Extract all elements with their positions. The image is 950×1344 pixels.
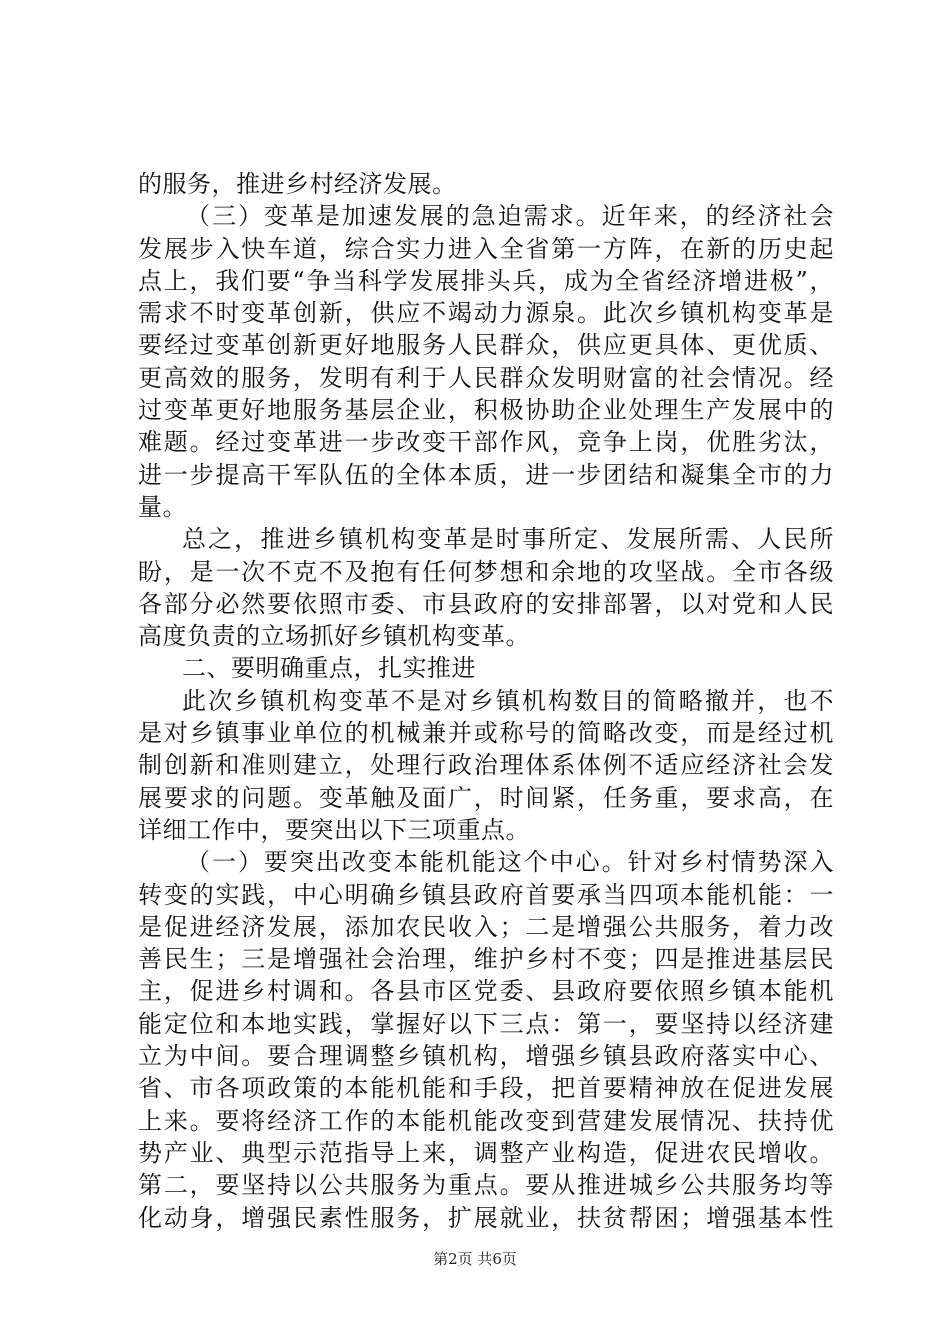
- text-line: 能定位和本地实践，掌握好以下三点：第一，要坚持以经济建: [138, 1009, 834, 1038]
- text-line: （一）要突出改变本能机能这个中心。针对乡村情势深入: [186, 848, 834, 877]
- text-line: 势产业、典型示范指导上来，调整产业构造，促进农民增收。: [138, 1138, 834, 1167]
- text-line: 高度负责的立场抓好乡镇机构变革。: [138, 622, 530, 651]
- text-line: 化动身，增强民素性服务，扩展就业，扶贫帮困；增强基本性: [138, 1203, 834, 1232]
- text-line: 善民生；三是增强社会治理，维护乡村不变；四是推进基层民: [138, 945, 834, 974]
- text-line: 展要求的问题。变革触及面广，时间紧，任务重，要求高，在: [138, 783, 834, 812]
- text-line: 盼，是一次不克不及抱有任何梦想和余地的攻坚战。全市各级: [138, 557, 834, 586]
- text-line: 各部分必然要依照市委、市县政府的安排部署，以对党和人民: [138, 589, 834, 618]
- text-line: 制创新和准则建立，处理行政治理体系体例不适应经济社会发: [138, 751, 834, 780]
- text-line: 要经过变革创新更好地服务人民群众，供应更具体、更优质、: [138, 331, 834, 360]
- text-line: 量。: [138, 492, 187, 521]
- text-line: 难题。经过变革进一步改变干部作风，竞争上岗，优胜劣汰，: [138, 428, 834, 457]
- text-line: 总之，推进乡镇机构变革是时事所定、发展所需、人民所: [182, 525, 834, 554]
- text-line: 详细工作中，要突出以下三项重点。: [138, 815, 530, 844]
- page-number: 第2页 共6页: [433, 1250, 517, 1268]
- text-line: （三）变革是加速发展的急迫需求。近年来，的经济社会: [186, 202, 834, 231]
- text-line: 点上，我们要“争当科学发展排头兵，成为全省经济增进极”，: [138, 266, 834, 295]
- text-line: 的服务，推进乡村经济发展。: [138, 170, 457, 198]
- text-line: 省、市各项政策的本能机能和手段，把首要精神放在促进发展: [138, 1074, 834, 1103]
- text-line: 需求不时变革创新，供应不竭动力源泉。此次乡镇机构变革是: [138, 299, 834, 328]
- text-line: 是促进经济发展，添加农民收入；二是增强公共服务，着力改: [138, 912, 834, 941]
- document-body: [138, 168, 834, 1234]
- text-line: 第二，要坚持以公共服务为重点。要从推进城乡公共服务均等: [138, 1171, 834, 1200]
- text-line: 过变革更好地服务基层企业，积极协助企业处理生产发展中的: [138, 396, 834, 425]
- text-line: 进一步提高干军队伍的全体本质，进一步团结和凝集全市的力: [138, 460, 834, 489]
- text-line: 此次乡镇机构变革不是对乡镇机构数目的简略撤并，也不: [182, 686, 834, 715]
- text-line: 主，促进乡村调和。各县市区党委、县政府要依照乡镇本能机: [138, 977, 834, 1006]
- text-line: 转变的实践，中心明确乡镇县政府首要承当四项本能机能：一: [138, 880, 834, 909]
- section-heading: 二、要明确重点，扎实推进: [182, 654, 476, 683]
- text-line: 更高效的服务，发明有利于人民群众发明财富的社会情况。经: [138, 363, 834, 392]
- text-line: 发展步入快车道，综合实力进入全省第一方阵，在新的历史起: [138, 234, 834, 263]
- text-line: 立为中间。要合理调整乡镇机构，增强乡镇县政府落实中心、: [138, 1042, 834, 1071]
- text-line: 是对乡镇事业单位的机械兼并或称号的简略改变，而是经过机: [138, 719, 834, 748]
- text-line: 上来。要将经济工作的本能机能改变到营建发展情况、扶持优: [138, 1106, 834, 1135]
